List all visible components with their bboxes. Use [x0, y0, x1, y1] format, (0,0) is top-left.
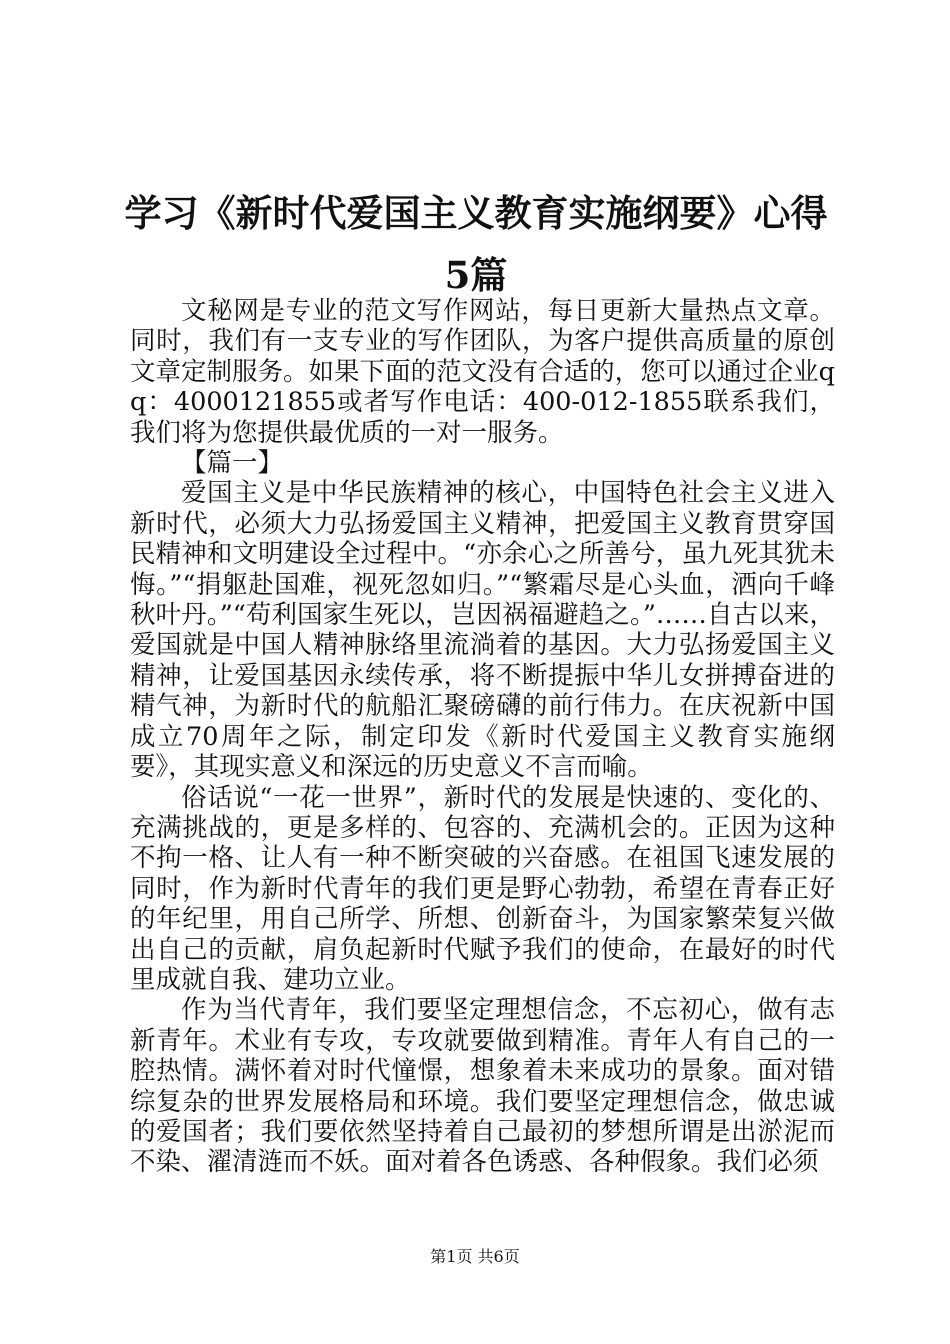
body-paragraph: 俗话说“一花一世界”，新时代的发展是快速的、变化的、充满挑战的，更是多样的、包容的、充满机会的。正因为这种不拘一格、让人有一种不断突破的兴奋感。在祖国飞速发展的同时，作为新时代青年的我们更是野心勃勃，希望在青春正好的年纪里，用自己所学、所想、创新奋斗，为国家繁荣复兴做出自己的贡献，肩负起新时代赋予我们的使命，在最好的时代里成就自我、建功立业。 [130, 782, 835, 995]
intro-paragraph: 文秘网是专业的范文写作网站，每日更新大量热点文章。同时，我们有一支专业的写作团队，为客户提供高质量的原创文章定制服务。如果下面的范文没有合适的，您可以通过企业qq：4000121855或者写作电话：400-012-1855联系我们，我们将为您提供最优质的一对一服务。 [130, 296, 835, 448]
document-body [130, 296, 835, 1178]
page-number-footer: 第1页 共6页 [430, 1247, 520, 1266]
body-paragraph: 爱国主义是中华民族精神的核心，中国特色社会主义进入新时代，必须大力弘扬爱国主义精神，把爱国主义教育贯穿国民精神和文明建设全过程中。“亦余心之所善兮，虽九死其犹未悔。”“捐躯赴国难，视死忽如归。”“繁霜尽是心头血，洒向千峰秋叶丹。”“苟利国家生死以，岂因祸福避趋之。”……自古以来，爱国就是中国人精神脉络里流淌着的基因。大力弘扬爱国主义精神，让爱国基因永续传承，将不断提振中华儿女拼搏奋进的精气神，为新时代的航船汇聚磅礴的前行伟力。在庆祝新中国成立70周年之际，制定印发《新时代爱国主义教育实施纲要》，其现实意义和深远的历史意义不言而喻。 [130, 478, 835, 783]
body-paragraph: 作为当代青年，我们要坚定理想信念，不忘初心，做有志新青年。术业有专攻，专攻就要做到精准。青年人有自己的一腔热情。满怀着对时代憧憬，想象着未来成功的景象。面对错综复杂的世界发展格局和环境。我们要坚定理想信念，做忠诚的爱国者；我们要依然坚持着自己最初的梦想所谓是出淤泥而不染、濯清涟而不妖。面对着各色诱惑、各种假象。我们必须 [130, 995, 835, 1178]
document-title: 学习《新时代爱国主义教育实施纲要》心得5篇 [124, 191, 828, 297]
section-heading: 【篇一】 [181, 448, 284, 479]
